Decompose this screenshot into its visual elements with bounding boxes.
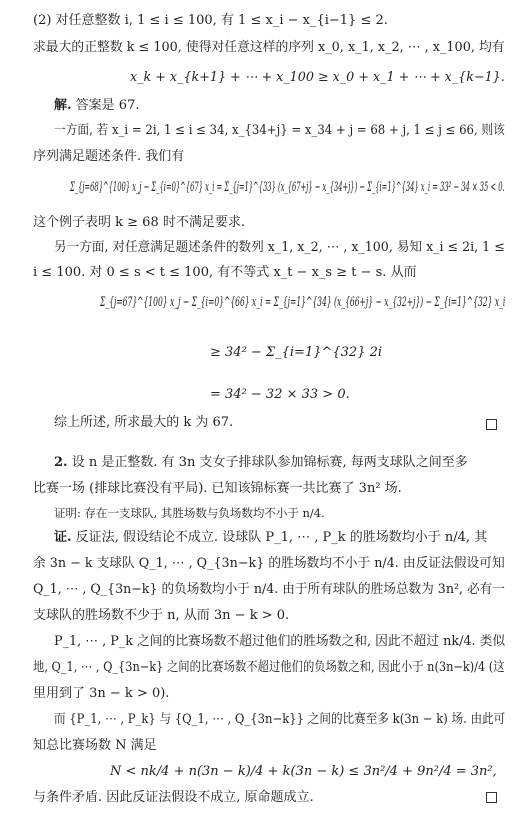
proof-para2-line1: P_1, ⋯ , P_k 之间的比赛场数不超过他们的胜场数之和, 因此不超过 nk/4. 类似 (54, 634, 506, 649)
equation-2-line1: Σ_{j=67}^{100} x_j − Σ_{i=0}^{66} x_i = Σ_{j=1}^{34} (x_{66+j} − x_{32+j}) − Σ_{i=1}^{32} x_i (100, 295, 506, 310)
proof-line4: 支球队的胜场数不少于 n, 从而 3n − k > 0. (33, 608, 290, 623)
solution-conclusion: 综上所述, 所求最大的 k 为 67. (54, 415, 234, 430)
qed-square-2 (486, 792, 497, 803)
solution-para3-line2: i ≤ 100. 对 0 ≤ s < t ≤ 100, 有不等式 x_t − x_s ≥ t − s. 从而 (33, 265, 417, 280)
qed-square-1 (486, 419, 497, 430)
solution-para2: 这个例子表明 k ≥ 68 时不满足要求. (33, 215, 245, 230)
problem2-claim: 证明: 存在一支球队, 其胜场数与负场数均不小于 n/4. (54, 506, 325, 520)
proof-line2: 余 3n − k 支球队 Q_1, ⋯ , Q_{3n−k} 的胜场数均不小于 n/4. 由反证法假设可知 (33, 556, 505, 571)
solution-para1-line1: 一方面, 若 x_i = 2i, 1 ≤ i ≤ 34, x_{34+j} = x_34 + j = 68 + j, 1 ≤ j ≤ 66, 则该 (54, 123, 505, 138)
proof-para3-line2: 知总比赛场数 N 满足 (33, 738, 157, 753)
solution-para1-line2: 序列满足题述条件. 我们有 (33, 149, 185, 164)
proof-label: 证. (54, 530, 72, 545)
part2-display-inequality: x_k + x_{k+1} + ⋯ + x_100 ≥ x_0 + x_1 + ⋯ + x_{k−1}. (130, 70, 505, 85)
proof-para2-line2: 地, Q_1, ⋯ , Q_{3n−k} 之间的比赛场数不超过他们的负场数之和, 因此小于 n(3n−k)/4 (这 (33, 660, 505, 675)
proof-para3-line1: 而 {P_1, ⋯ , P_k} 与 {Q_1, ⋯ , Q_{3n−k}} 之间的比赛至多 k(3n − k) 场. 由此可 (54, 712, 506, 727)
part2-line1: (2) 对任意整数 i, 1 ≤ i ≤ 100, 有 1 ≤ x_i − x_{i−1} ≤ 2. (33, 13, 388, 28)
solution-answer: 答案是 67. (75, 98, 140, 113)
problem2-number: 2. (54, 455, 68, 470)
solution-header (54, 98, 139, 114)
equation-1: Σ_{j=68}^{100} x_j − Σ_{i=0}^{67} x_i = Σ_{j=1}^{33} (x_{67+j} − x_{34+j}) − Σ_{i=1}^{34} x_i = 33² − 34 × 35 < 0. (70, 180, 505, 195)
equation-2-line2: ≥ 34² − Σ_{i=1}^{32} 2i (210, 345, 383, 360)
solution-label: 解. (54, 98, 72, 113)
proof-para2-line3: 里用到了 3n − k > 0). (33, 686, 170, 701)
proof-final-line: 与条件矛盾. 因此反证法假设不成立, 原命题成立. (33, 790, 314, 805)
equation-2-line3: = 34² − 32 × 33 > 0. (210, 387, 350, 402)
proof-line3: Q_1, ⋯ , Q_{3n−k} 的负场数均小于 n/4. 由于所有球队的胜场总数为 3n², 必有一 (33, 582, 505, 597)
equation-3: N < nk/4 + n(3n − k)/4 + k(3n − k) ≤ 3n²/4 + 9n²/4 = 3n², (110, 764, 497, 779)
proof-line1: 证. 反证法, 假设结论不成立. 设球队 P_1, ⋯ , P_k 的胜场数均小于 n/4, 其 (54, 530, 488, 545)
problem2-line2: 比赛一场 (排球比赛没有平局). 已知该锦标赛一共比赛了 3n² 场. (33, 481, 402, 496)
problem2-line1: 2. 设 n 是正整数. 有 3n 支女子排球队参加锦标赛, 每两支球队之间至多 (54, 455, 468, 470)
part2-line2: 求最大的正整数 k ≤ 100, 使得对任意这样的序列 x_0, x_1, x_2, ⋯ , x_100, 均有 (33, 40, 505, 55)
solution-para3-line1: 另一方面, 对任意满足题述条件的数列 x_1, x_2, ⋯ , x_100, 易知 x_i ≤ 2i, 1 ≤ (54, 240, 505, 255)
